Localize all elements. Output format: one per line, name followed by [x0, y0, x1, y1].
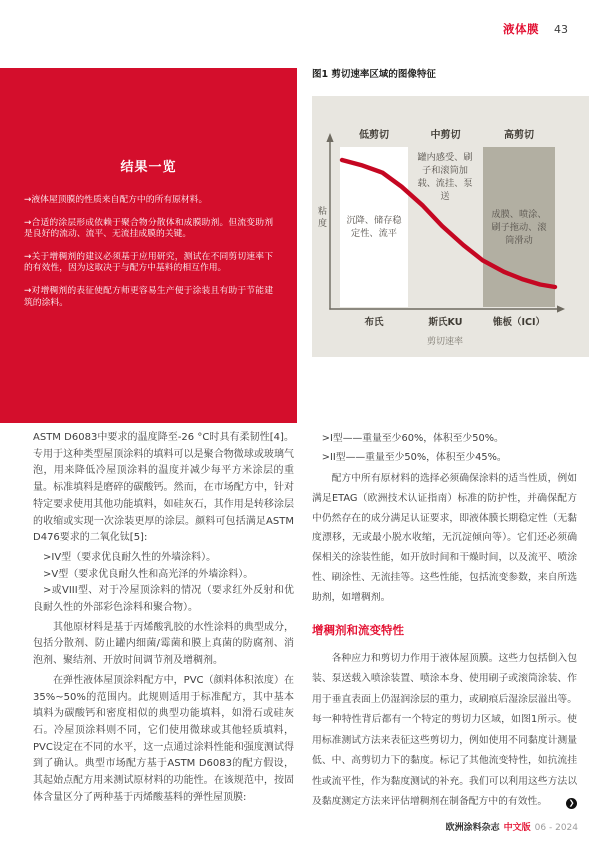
membrane-type-item: >或VIII型、对于冷屋顶涂料的情况（要求红外反射和优良耐久性的外部彩色涂料和聚合物）。 — [33, 585, 294, 614]
membrane-type-item: >V型（要求优良耐久性和高光泽的外墙涂料）。 — [43, 568, 254, 580]
results-box — [0, 68, 297, 423]
region-box-high — [483, 147, 555, 307]
x-tick-brookfield: 布氏 — [364, 317, 384, 328]
results-title: 结果一览 — [120, 160, 177, 175]
membrane-type-item: >II型——重量至少50%，体积至少45%。 — [321, 451, 507, 463]
page-footer — [446, 820, 578, 833]
region-header-low: 低剪切 — [359, 130, 389, 141]
region-header-mid: 中剪切 — [430, 130, 461, 141]
membrane-type-item: >IV型（要求优良耐久性的外墙涂料）。 — [43, 551, 217, 563]
figure — [312, 66, 589, 357]
paragraph: ASTM D6083中要求的温度降至-26 °C时具有柔韧性[4]。专用于这种类型屋顶涂料的填料可以是聚合物微球或玻璃气泡，用来降低冷屋顶涂料的温度并减少每平方米涂层的重量。标准填料是磨碎的碳酸钙。然而，在市场配方中，针对特定要求使用其他功能填料，如硅灰石，其作用是转移涂层的收缩或实现一次涂装更厚的涂层。颜料可包括满足ASTM D476要求的二氧化钛[5]: — [33, 432, 294, 544]
region-note-mid: 罐内感受、刷子和滚筒加载、流挂、泵送 — [417, 152, 473, 202]
section-heading: 增稠剂和流变特性 — [312, 622, 404, 637]
membrane-type-item: >I型——重量至少60%，体积至少50%。 — [321, 433, 504, 444]
result-bullet: →对增稠剂的表征使配方师更容易生产便于涂装且有助于节能建筑的涂料。 — [24, 285, 273, 308]
journal-name: 欧洲涂料杂志 — [445, 823, 500, 833]
page-header — [503, 21, 568, 37]
article-right-column — [312, 430, 577, 813]
issue-label: 06 - 2024 — [534, 823, 578, 833]
region-note-low: 沉降、储存稳定性、流平 — [346, 215, 402, 239]
result-bullet: →液体屋顶膜的性质来自配方中的所有原材料。 — [24, 195, 208, 205]
x-tick-cone-plate: 锥板（ICI） — [492, 317, 546, 328]
paragraph-text: 各种应力和剪切力作用于液体屋顶膜。这些力包括倒入包装、泵送载入喷涂装置、喷涂本身、使用刷子或滚筒涂装、作用于垂直表面上仍湿润涂层的重力，或刷痕后湿涂层溢出等。每一种特性背后都有一个特定的剪切力区域，如图1所示。使用标准测试方法来表征这些剪切力，例如使用不同黏度计测量低、中、高剪切力下的黏度。标记了其他流变特性，如抗流挂性或流平性，作为黏度测试的补充。我们可以利用这些方法以及黏度测定方法来评估增稠剂在制备配方中的有效性。 — [312, 652, 577, 808]
paragraph: 其他原材料是基于丙烯酸乳胶的水性涂料的典型成分，包括分散剂、防止罐内细菌/霉菌和膜上真菌的防腐剂、消泡剂、聚结剂、开放时间调节剂及增稠剂。 — [33, 621, 294, 667]
region-header-high: 高剪切 — [504, 130, 534, 141]
section-label: 液体膜 — [503, 22, 539, 36]
article-left-column — [33, 430, 294, 806]
region-box-low — [340, 147, 408, 307]
region-note-high: 成膜、喷涂、刷子拖动、滚筒滑动 — [491, 208, 547, 246]
y-axis-label: 粘度 — [316, 206, 326, 230]
result-bullet: →关于增稠剂的建议必须基于应用研究，测试在不同剪切速率下的有效性，因为这取决于与配方中基料的相互作用。 — [24, 251, 273, 274]
x-axis-label: 剪切速率 — [426, 337, 463, 347]
figure-title: 图1 剪切速率区域的图像特征 — [312, 69, 436, 80]
y-axis-arrow-icon — [326, 133, 333, 142]
figure-panel — [312, 96, 589, 357]
end-of-article-icon: ❯ — [566, 798, 577, 809]
paragraph — [312, 649, 577, 813]
x-tick-stormer: 斯氏KU — [428, 317, 463, 328]
page-number: 43 — [554, 23, 568, 36]
paragraph: 在弹性液体屋顶涂料配方中，PVC（颜料体积浓度）在35%~50%的范围内。此规则适用于标准配方，其中基本填料为碳酸钙和密度相似的典型功能填料，如滑石或硅灰石。冷屋顶涂料则不同，它们使用微球或其他轻质填料，PVC设定在不同的水平，这一点通过涂料性能和强度测试得到了确认。典型市场配方基于ASTM D6083的配方假设，其起始点配方用来测试原材料的功能性。在该规范中，按固体含量区分了两种基于丙烯酸基料的弹性屋顶膜: — [33, 674, 294, 803]
edition-label: 中文版 — [503, 823, 531, 833]
result-bullet: →合适的涂层形成依赖于聚合物分散体和成膜助剂。但流变助剂是良好的流动、流平、无流挂成膜的关键。 — [24, 217, 273, 240]
x-axis-arrow-icon — [557, 305, 565, 312]
paragraph: 配方中所有原材料的选择必须确保涂料的适当性质，例如满足ETAG（欧洲技术认证指南）标准的防护性，并确保配方中仍然存在的成分满足认证要求，即液体膜长期稳定性（无黏度漂移，无或最小脱水收缩，无沉淀倾向等）。它们还必须确保相关的涂装性能，如开放时间和干燥时间，以及流平、喷涂性、刷涂性、无流挂等。这些性能，包括流变参数，来自所选助剂，如增稠剂。 — [312, 473, 577, 603]
